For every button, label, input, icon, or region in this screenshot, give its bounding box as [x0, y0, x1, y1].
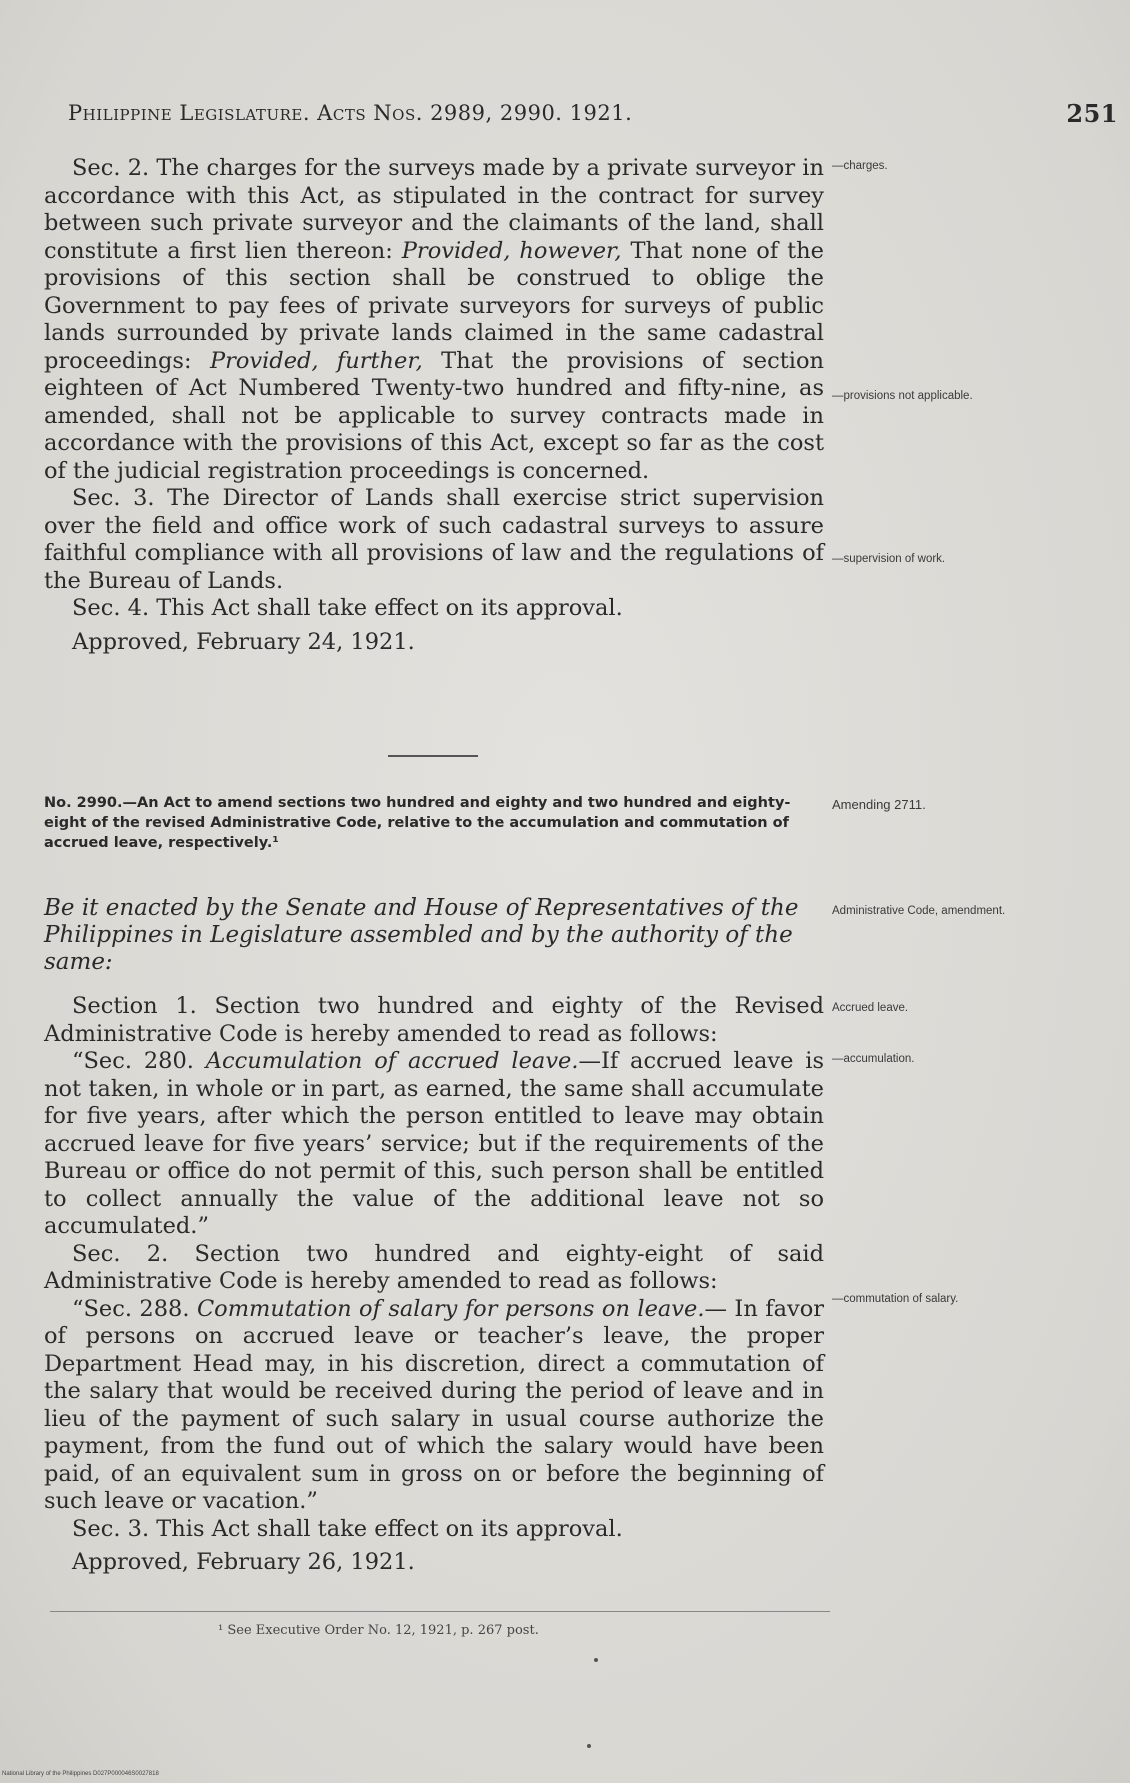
- margin-note-supervision: —supervision of work.: [832, 553, 946, 565]
- act-2990-sections: [44, 993, 824, 1577]
- act-number: No. 2990.: [44, 795, 123, 811]
- proviso-further-text: That the provisions of section eighteen of Act Numbered Twenty-two hundred and fifty-nine, as amended, shall not be applicable to survey contracts made in accordance with the provisions of this Act, except so far as the cost of the judicial registration proceedings is concerned.: [44, 347, 824, 484]
- margin-note-charges: —charges.: [832, 160, 888, 172]
- sec-280-title: Accumulation of accrued leave.: [205, 1048, 579, 1074]
- footnote-rule: [50, 1611, 830, 1612]
- sec-288-title: Commutation of salary for persons on leave.: [196, 1295, 705, 1322]
- margin-note-admin-code: Administrative Code, amendment.: [832, 905, 1006, 917]
- footnote: ¹ See Executive Order No. 12, 1921, p. 267 post.: [218, 1623, 539, 1638]
- speck-mark: [594, 1658, 598, 1662]
- sec-280-text: —If accrued leave is not taken, in whole or in part, as earned, the same shall accumulate for five years, after which the person entitled to leave may obtain accrued leave for five years’ service; but if the requirements of the Bureau or office do not permit of this, such person shall be entitled to collect annually the value of the additional leave not so accumulated.”: [44, 1048, 825, 1239]
- running-head: Philippine Legislature. Acts Nos. 2989, 2990. 1921.: [68, 101, 633, 125]
- scan-stamp: National Library of the Philippines D027P000046S0027818: [2, 1771, 159, 1777]
- act-title: —An Act to amend sections two hundred and eighty and two hundred and eighty-eight of the revised Administrative Code, relative to the accumulation and commutation of accrued leave, respectively.¹: [44, 795, 791, 851]
- sec-280-paragraph: [44, 1048, 824, 1241]
- proviso-further: Provided, further,: [209, 347, 423, 374]
- section-2-new-paragraph: Sec. 2. Section two hundred and eighty-eight of said Administrative Code is hereby amended to read as follows:: [44, 1240, 824, 1294]
- section-4-paragraph: Sec. 4. This Act shall take effect on its approval.: [72, 595, 623, 621]
- page-header: [68, 99, 1118, 128]
- sec-288-head: “Sec. 288.: [72, 1295, 197, 1322]
- margin-note-commutation: —commutation of salary.: [832, 1293, 959, 1305]
- approval-date-2: Approved, February 26, 1921.: [72, 1549, 415, 1575]
- section-3-paragraph: Sec. 3. The Director of Lands shall exercise strict supervision over the field and office work of such cadastral surveys to assure faithful compliance with all provisions of law and the regulations of the Bureau of Lands.: [44, 485, 824, 594]
- margin-note-provisions: —provisions not applicable.: [832, 390, 973, 402]
- sec-288-paragraph: [44, 1296, 824, 1516]
- sec2-text: Sec. 2. The charges for the surveys made by a private surveyor in accordance with this Act, as stipulated in the contract for survey between such private surveyor and the claimants of the land, shall constitute a first lien thereon:: [44, 155, 824, 264]
- speck-mark: [587, 1744, 591, 1748]
- act-2989-sections: [44, 155, 824, 656]
- section-3-new-paragraph: Sec. 3. This Act shall take effect on its approval.: [72, 1515, 623, 1542]
- sec-280-head: “Sec. 280.: [72, 1048, 206, 1074]
- margin-note-accrued: Accrued leave.: [832, 1002, 909, 1014]
- sec-288-text: — In favor of persons on accrued leave or teacher’s leave, the proper Department Head may, in his discretion, direct a commutation of the salary that would be received during the period of leave and in lieu of the payment of such salary in usual course authorize the payment, from the fund out of which the salary would have been paid, of an equivalent sum in gross on or before the beginning of such leave or vacation.”: [44, 1295, 824, 1514]
- section-divider: [388, 755, 478, 757]
- approval-date-1: Approved, February 24, 1921.: [72, 628, 415, 655]
- page-number: 251: [1066, 99, 1118, 128]
- proviso-however: Provided, however,: [401, 237, 622, 264]
- section-2-paragraph: [44, 155, 824, 485]
- margin-note-amending: Amending 2711.: [832, 797, 926, 812]
- act-2990-title: [44, 793, 814, 853]
- proviso-however-text: That none of the provisions of this section shall be construed to oblige the Government to pay fees of private surveyors for surveys of public lands surrounded by private lands claimed in the same cadastral proceedings:: [44, 237, 824, 374]
- section-1-paragraph: Section 1. Section two hundred and eighty of the Revised Administrative Code is hereby amended to read as follows:: [44, 993, 824, 1047]
- enacting-clause: Be it enacted by the Senate and House of Representatives of the Philippines in Legislature assembled and by the authority of the same:: [44, 895, 799, 975]
- margin-note-accumulation: —accumulation.: [832, 1053, 915, 1065]
